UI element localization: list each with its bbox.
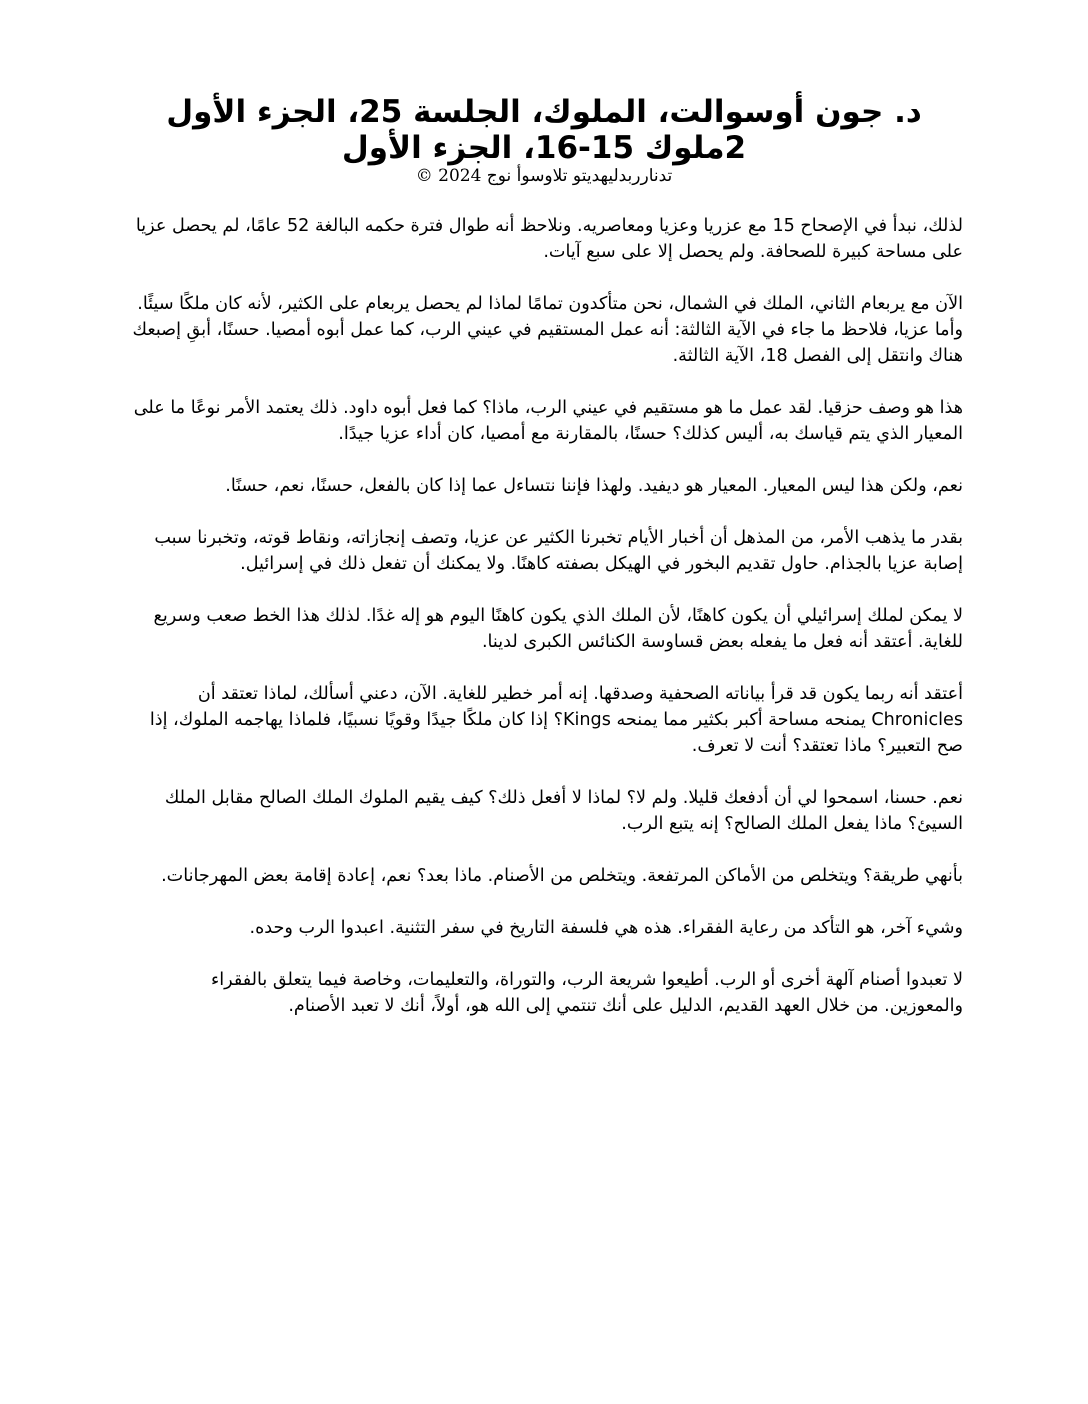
paragraph: وشيء آخر، هو التأكد من رعاية الفقراء. هذه هي فلسفة التاريخ في سفر التثنية. اعبدوا الرب وحده.	[249, 918, 963, 938]
paragraph: بأنهي طريقة؟ ويتخلص من الأماكن المرتفعة. ويتخلص من الأصنام. ماذا بعد؟ نعم، إعادة إقامة بعض المهرجانات.	[161, 866, 963, 886]
paragraph: أعتقد أنه ربما يكون قد قرأ بياناته الصحفية وصدقها. إنه أمر خطير للغاية. الآن، دعني أسألك، لماذا تعتقد أن Chronicles يمنحه مساحة أكبر بكثير مما يمنحه Kings؟ إذا كان ملكًا جيدًا وقويًا نسبيًا، فلماذا يهاجمه الملوك، إذا صح التعبير؟ ماذا تعتقد؟ أنت لا تعرف.	[149, 684, 963, 756]
document-title: د. جون أوسوالت، الملوك، الجلسة 25، الجزء الأول	[166, 94, 922, 130]
copyright-line: تدنارربدليهديتو تلاوسوأ نوج 2024 ©	[415, 166, 673, 186]
paragraph: لا تعبدوا أصنام آلهة أخرى أو الرب. أطيعوا شريعة الرب، والتوراة، والتعليمات، وخاصة فيما يتعلق بالفقراء والمعوزين. من خلال العهد القديم، الدليل على أنك تنتمي إلى الله هو، أولاً، أنك لا تعبد الأصنام.	[211, 970, 963, 1016]
paragraph: هذا هو وصف حزقيا. لقد عمل ما هو مستقيم في عيني الرب، ماذا؟ كما فعل أبوه داود. ذلك يعتمد الأمر نوعًا ما على المعيار الذي يتم قياسك به، أليس كذلك؟ حسنًا، بالمقارنة مع أمصيا، كان أداء عزيا جيدًا.	[133, 398, 963, 444]
document-header	[100, 94, 988, 186]
paragraph: نعم، ولكن هذا ليس المعيار. المعيار هو ديفيد. ولهذا فإننا نتساءل عما إذا كان بالفعل، حسنًا، نعم، حسنًا.	[225, 476, 963, 496]
paragraph: لا يمكن لملك إسرائيلي أن يكون كاهنًا، لأن الملك الذي يكون كاهنًا اليوم هو إله غدًا. لذلك هذا الخط صعب وسريع للغاية. أعتقد أنه فعل ما يفعله بعض قساوسة الكنائس الكبرى لدينا.	[153, 606, 963, 652]
document-subtitle: 2ملوك 15-16، الجزء الأول	[341, 130, 747, 166]
paragraph: بقدر ما يذهب الأمر، من المذهل أن أخبار الأيام تخبرنا الكثير عن عزيا، وتصف إنجازاته، ونقاط قوته، وتخبرنا سبب إصابة عزيا بالجذام. حاول تقديم البخور في الهيكل بصفته كاهنًا. ولا يمكنك أن تفعل ذلك في إسرائيل.	[154, 528, 963, 574]
document-body	[127, 213, 963, 1045]
paragraph: نعم. حسنا، اسمحوا لي أن أدفعك قليلا. ولم لا؟ لماذا لا أفعل ذلك؟ كيف يقيم الملوك الملك الصالح مقابل الملك السيئ؟ ماذا يفعل الملك الصالح؟ إنه يتبع الرب.	[164, 788, 963, 834]
paragraph: الآن مع يربعام الثاني، الملك في الشمال، نحن متأكدون تمامًا لماذا لم يحصل يربعام على الكثير، لأنه كان ملكًا سيئًا. وأما عزيا، فلاحظ ما جاء في الآية الثالثة: أنه عمل المستقيم في عيني الرب، كما عمل أبوه أمصيا. حسنًا، أبقِ إصبعك هناك وانتقل إلى الفصل 18، الآية الثالثة.	[132, 294, 963, 366]
paragraph: لذلك، نبدأ في الإصحاح 15 مع عزريا وعزيا ومعاصريه. ونلاحظ أنه طوال فترة حكمه البالغة 52 عامًا، لم يحصل عزيا على مساحة كبيرة للصحافة. ولم يحصل إلا على سبع آيات.	[135, 216, 963, 262]
